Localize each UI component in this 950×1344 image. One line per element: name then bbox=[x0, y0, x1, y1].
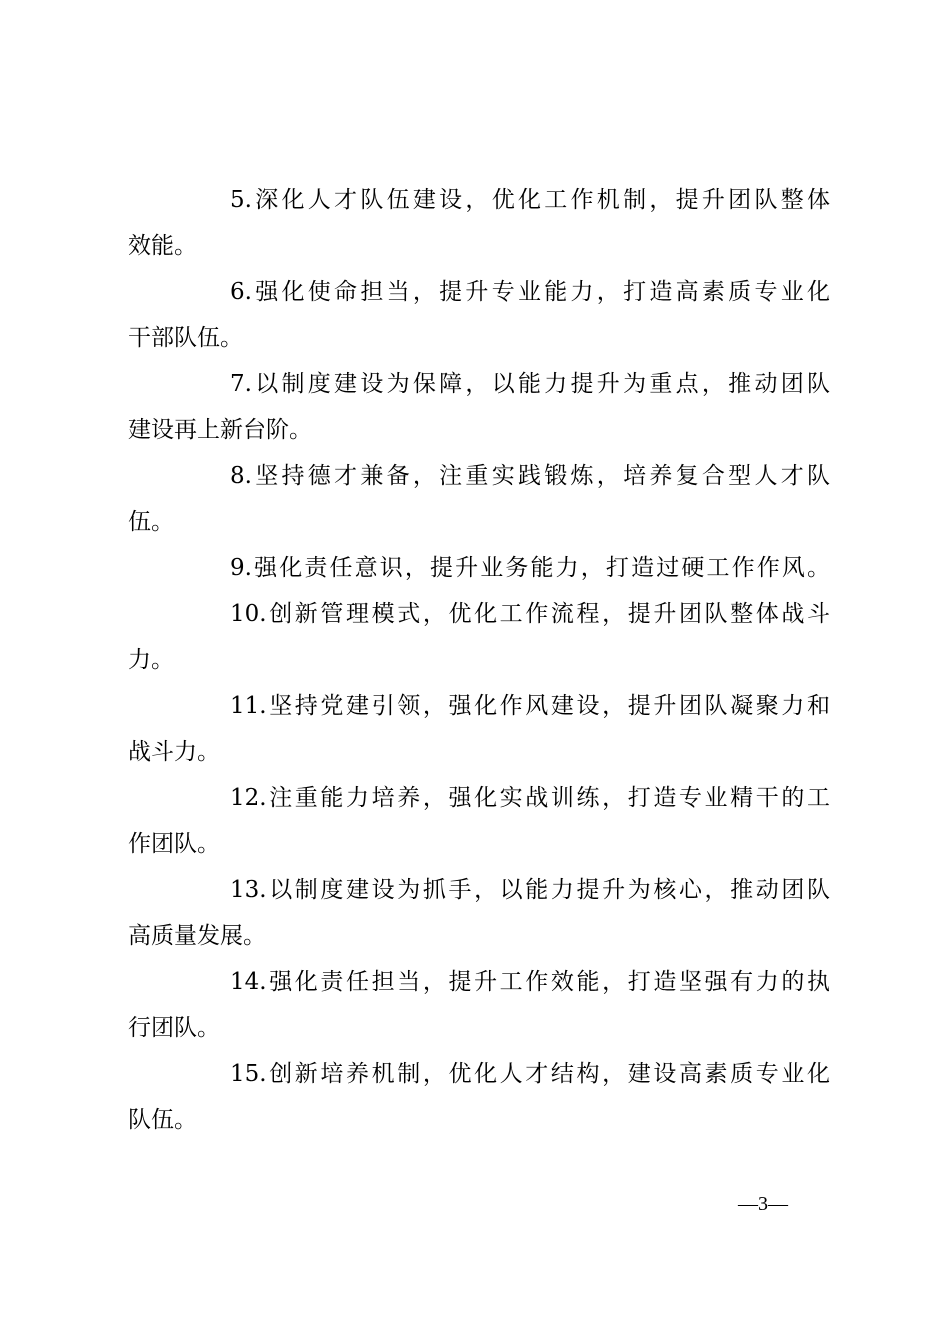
paragraph-continuation-line: 伍。 bbox=[128, 509, 174, 535]
list-item bbox=[128, 177, 830, 269]
paragraph-first-line: 12.注重能力培养，强化实战训练，打造专业精干的工 bbox=[230, 785, 830, 811]
paragraph-first-line: 7.以制度建设为保障，以能力提升为重点，推动团队 bbox=[230, 371, 830, 397]
list-item bbox=[128, 269, 830, 361]
page-number: —3— bbox=[738, 1193, 788, 1215]
paragraph-continuation-line: 高质量发展。 bbox=[128, 923, 266, 949]
paragraph-continuation-line: 干部队伍。 bbox=[128, 325, 243, 351]
list-item bbox=[128, 775, 830, 867]
list-item bbox=[128, 591, 830, 683]
paragraph-first-line: 13.以制度建设为抓手，以能力提升为核心，推动团队 bbox=[230, 877, 830, 903]
paragraph-continuation-line: 队伍。 bbox=[128, 1107, 197, 1133]
paragraph-first-line: 10.创新管理模式，优化工作流程，提升团队整体战斗 bbox=[230, 601, 830, 627]
document-body bbox=[128, 177, 830, 1143]
paragraph-first-line: 14.强化责任担当，提升工作效能，打造坚强有力的执 bbox=[230, 969, 830, 995]
list-item bbox=[128, 867, 830, 959]
paragraph-continuation-line: 建设再上新台阶。 bbox=[128, 417, 312, 443]
paragraph-continuation-line: 效能。 bbox=[128, 233, 197, 259]
paragraph-continuation-line: 行团队。 bbox=[128, 1015, 220, 1041]
list-item bbox=[128, 959, 830, 1051]
list-item bbox=[128, 453, 830, 545]
paragraph-first-line: 6.强化使命担当，提升专业能力，打造高素质专业化 bbox=[230, 279, 830, 305]
list-item bbox=[128, 1051, 830, 1143]
list-item bbox=[128, 545, 830, 591]
list-item bbox=[128, 361, 830, 453]
paragraph-continuation-line: 力。 bbox=[128, 647, 174, 673]
paragraph-first-line: 8.坚持德才兼备，注重实践锻炼，培养复合型人才队 bbox=[230, 463, 830, 489]
paragraph-continuation-line: 战斗力。 bbox=[128, 739, 220, 765]
paragraph-continuation-line: 作团队。 bbox=[128, 831, 220, 857]
list-item bbox=[128, 683, 830, 775]
paragraph-first-line: 11.坚持党建引领，强化作风建设，提升团队凝聚力和 bbox=[230, 693, 830, 719]
paragraph-first-line: 15.创新培养机制，优化人才结构，建设高素质专业化 bbox=[230, 1061, 830, 1087]
paragraph-first-line: 5.深化人才队伍建设，优化工作机制，提升团队整体 bbox=[230, 187, 830, 213]
paragraph-first-line: 9.强化责任意识，提升业务能力，打造过硬工作作风。 bbox=[230, 555, 830, 581]
